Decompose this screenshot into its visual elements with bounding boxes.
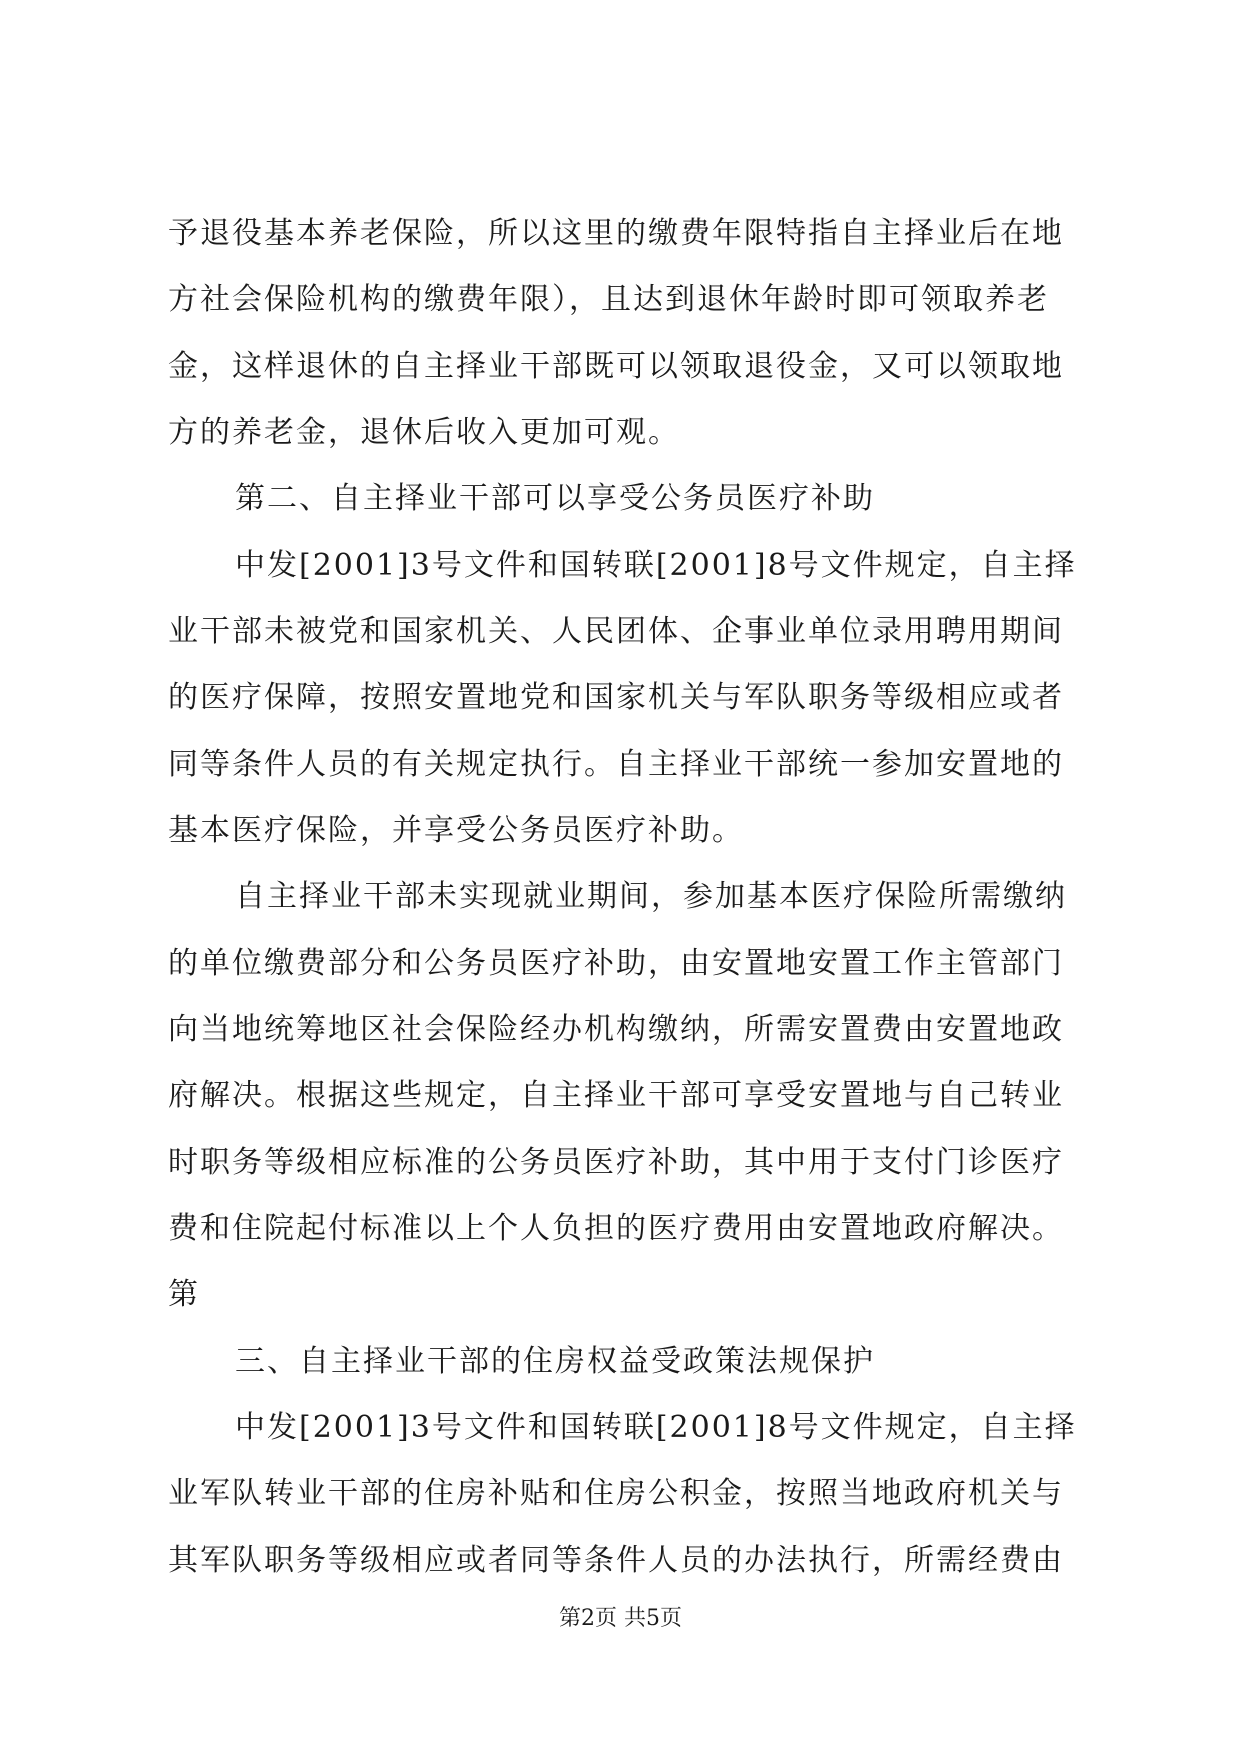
paragraph-line: 中发[2001]3号文件和国转联[2001]8号文件规定，自主择: [235, 1410, 1077, 1445]
paragraph-line: 方社会保险机构的缴费年限），且达到退休年龄时即可领取养老: [168, 282, 1049, 317]
paragraph-line: 业军队转业干部的住房补贴和住房公积金，按照当地政府机关与: [168, 1476, 1064, 1511]
paragraph-line: 金，这样退休的自主择业干部既可以领取退役金，又可以领取地: [168, 349, 1064, 384]
paragraph-line: 第: [168, 1277, 200, 1312]
paragraph-line: 的单位缴费部分和公务员医疗补助，由安置地安置工作主管部门: [168, 946, 1064, 981]
paragraph-line: 基本医疗保险，并享受公务员医疗补助。: [168, 813, 744, 848]
paragraph-line: 同等条件人员的有关规定执行。自主择业干部统一参加安置地的: [168, 747, 1064, 782]
section-heading: 第二、自主择业干部可以享受公务员医疗补助: [235, 481, 875, 516]
paragraph-line: 其军队职务等级相应或者同等条件人员的办法执行，所需经费由: [168, 1543, 1064, 1578]
paragraph-line: 中发[2001]3号文件和国转联[2001]8号文件规定，自主择: [235, 548, 1077, 583]
paragraph-line: 向当地统筹地区社会保险经办机构缴纳，所需安置费由安置地政: [168, 1012, 1064, 1047]
paragraph-line: 自主择业干部未实现就业期间，参加基本医疗保险所需缴纳: [235, 879, 1067, 914]
paragraph-line: 费和住院起付标准以上个人负担的医疗费用由安置地政府解决。: [168, 1211, 1064, 1246]
paragraph-line: 的医疗保障，按照安置地党和国家机关与军队职务等级相应或者: [168, 680, 1064, 715]
section-heading: 三、自主择业干部的住房权益受政策法规保护: [235, 1344, 875, 1379]
paragraph-line: 方的养老金，退休后收入更加可观。: [168, 415, 680, 450]
paragraph-line: 业干部未被党和国家机关、人民团体、企事业单位录用聘用期间: [168, 614, 1064, 649]
paragraph-line: 予退役基本养老保险，所以这里的缴费年限特指自主择业后在地: [168, 216, 1064, 251]
page-number-footer: 第2页 共5页: [559, 1606, 682, 1631]
paragraph-line: 时职务等级相应标准的公务员医疗补助，其中用于支付门诊医疗: [168, 1145, 1064, 1180]
paragraph-line: 府解决。根据这些规定，自主择业干部可享受安置地与自己转业: [168, 1078, 1064, 1113]
